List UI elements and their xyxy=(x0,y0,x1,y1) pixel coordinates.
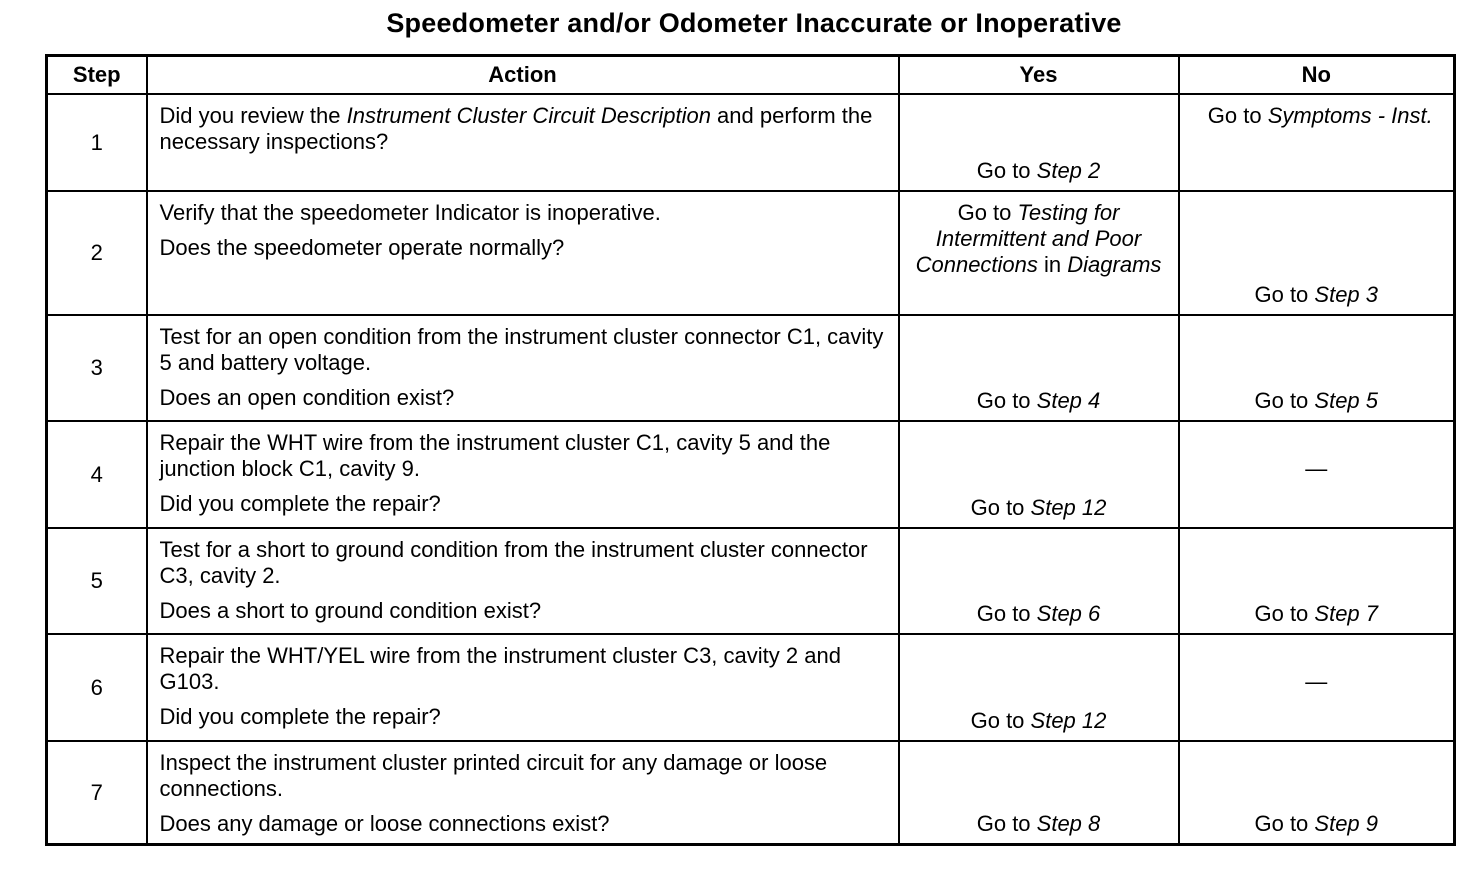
no-link[interactable]: Symptoms - Inst. xyxy=(1267,103,1433,128)
action-cell xyxy=(147,634,899,741)
action-question: Did you complete the repair? xyxy=(159,491,441,516)
step-number: 2 xyxy=(47,191,147,315)
yes-cell: Go to Step 4 xyxy=(899,315,1179,421)
action-text: Verify that the speedometer Indicator is inoperative. xyxy=(159,200,661,225)
no-link[interactable]: Step 9 xyxy=(1314,811,1379,836)
no-cell: Go to Step 5 xyxy=(1179,315,1455,421)
table-row xyxy=(47,421,1455,528)
step-number: 5 xyxy=(47,528,147,634)
step-number: 6 xyxy=(47,634,147,741)
action-question: Did you complete the repair? xyxy=(159,704,441,729)
dash-placeholder: — xyxy=(1305,668,1328,694)
action-text: Test for a short to ground condition from the instrument cluster connector C3, cavity 2. xyxy=(159,537,868,588)
action-question: Does a short to ground condition exist? xyxy=(159,598,542,623)
no-link[interactable]: Step 5 xyxy=(1314,388,1379,413)
action-text: Inspect the instrument cluster printed circuit for any damage or loose connections. xyxy=(159,750,828,801)
yes-cell: Go to Step 12 xyxy=(899,634,1179,741)
yes-cell: Go to Step 6 xyxy=(899,528,1179,634)
yes-cell: Go to Step 2 xyxy=(899,94,1179,191)
table-row xyxy=(47,634,1455,741)
action-question: Does an open condition exist? xyxy=(159,385,455,410)
no-cell: Go to Step 7 xyxy=(1179,528,1455,634)
header-no: No xyxy=(1179,56,1455,95)
no-cell xyxy=(1179,421,1455,528)
no-cell: Go to Step 9 xyxy=(1179,741,1455,845)
action-question: Does any damage or loose connections exist? xyxy=(159,811,610,836)
dash-placeholder: — xyxy=(1305,455,1328,481)
yes-link[interactable]: Step 6 xyxy=(1036,601,1101,626)
action-text: Test for an open condition from the instrument cluster connector C1, cavity 5 and battery voltage. xyxy=(159,324,884,375)
step-number: 4 xyxy=(47,421,147,528)
header-step: Step xyxy=(47,56,147,95)
header-action: Action xyxy=(147,56,899,95)
yes-link[interactable]: Step 12 xyxy=(1030,708,1107,733)
no-cell xyxy=(1179,634,1455,741)
action-cell xyxy=(147,741,899,845)
table-row xyxy=(47,191,1455,315)
action-text: Repair the WHT wire from the instrument cluster C1, cavity 5 and the junction block C1, cavity 9. xyxy=(159,430,831,481)
yes-link[interactable]: Testing for Intermittent and Poor Connections xyxy=(915,200,1142,277)
no-link[interactable]: Step 7 xyxy=(1314,601,1379,626)
step-number: 7 xyxy=(47,741,147,845)
yes-link[interactable]: Step 12 xyxy=(1030,495,1107,520)
action-cell xyxy=(147,421,899,528)
action-text: Repair the WHT/YEL wire from the instrument cluster C3, cavity 2 and G103. xyxy=(159,643,841,694)
action-question: Does the speedometer operate normally? xyxy=(159,235,565,260)
page-title: Speedometer and/or Odometer Inaccurate or Inoperative xyxy=(386,8,1122,38)
yes-link[interactable]: Step 4 xyxy=(1036,388,1101,413)
table-row xyxy=(47,528,1455,634)
action-text: Did you review the Instrument Cluster Circuit Description and perform the necessary inspections? xyxy=(159,103,873,154)
table-row xyxy=(47,741,1455,845)
no-link[interactable]: Step 3 xyxy=(1314,282,1379,307)
table-row xyxy=(47,94,1455,191)
action-cell xyxy=(147,315,899,421)
header-row xyxy=(47,56,1455,95)
yes-cell: Go to Step 12 xyxy=(899,421,1179,528)
yes-link[interactable]: Step 2 xyxy=(1036,158,1101,183)
action-cell xyxy=(147,191,899,315)
no-cell: Go to Step 3 xyxy=(1179,191,1455,315)
yes-cell: Go to Step 8 xyxy=(899,741,1179,845)
no-cell: Go to Symptoms - Inst. xyxy=(1179,94,1455,191)
step-number: 3 xyxy=(47,315,147,421)
action-cell xyxy=(147,528,899,634)
step-number: 1 xyxy=(47,94,147,191)
table-row xyxy=(47,315,1455,421)
yes-link[interactable]: Step 8 xyxy=(1036,811,1101,836)
diagnostic-table xyxy=(45,54,1456,846)
header-yes: Yes xyxy=(899,56,1179,95)
action-cell xyxy=(147,94,899,191)
yes-cell: Go to Testing for Intermittent and Poor Connections in Diagrams xyxy=(899,191,1179,315)
